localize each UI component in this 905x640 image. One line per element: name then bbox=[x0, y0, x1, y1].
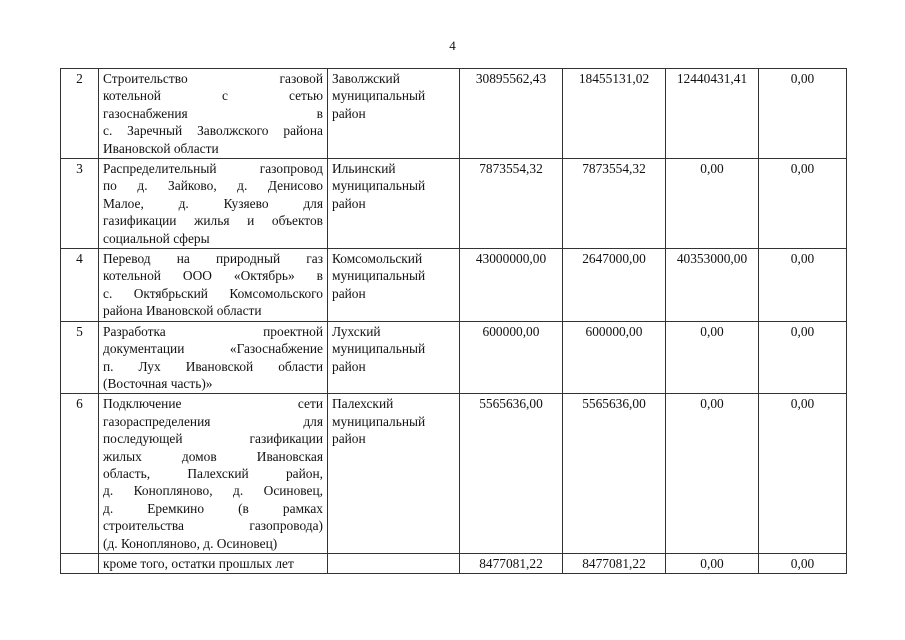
amount-column-3: 0,00 bbox=[666, 394, 759, 554]
amount-column-4: 0,00 bbox=[759, 321, 847, 394]
amount-column-2: 600000,00 bbox=[563, 321, 666, 394]
description-line: д. Еремкино (в рамках bbox=[103, 500, 323, 516]
district-line: район bbox=[332, 285, 366, 301]
table-body bbox=[61, 69, 847, 574]
description-line: Малое, д. Кузяево для bbox=[103, 195, 323, 211]
description-line: жилых домов Ивановская bbox=[103, 448, 323, 464]
row-number: 6 bbox=[61, 394, 99, 554]
district-line: Комсомольский bbox=[332, 251, 423, 267]
district-line: муниципальный bbox=[332, 268, 426, 284]
row-number: 4 bbox=[61, 249, 99, 322]
amount-column-4: 0,00 bbox=[759, 249, 847, 322]
description-line: Ивановской области bbox=[103, 140, 219, 156]
amount-column-2: 18455131,02 bbox=[563, 69, 666, 159]
description-line: д. Конопляново, д. Осиновец, bbox=[103, 483, 323, 499]
amount-column-3: 40353000,00 bbox=[666, 249, 759, 322]
municipal-district bbox=[328, 321, 460, 394]
amount-column-2: 8477081,22 bbox=[563, 553, 666, 573]
table-row bbox=[61, 321, 847, 394]
municipal-district bbox=[328, 394, 460, 554]
amount-column-3: 0,00 bbox=[666, 159, 759, 249]
district-line: Палехский bbox=[332, 396, 394, 412]
project-description bbox=[99, 249, 328, 322]
amount-column-4: 0,00 bbox=[759, 394, 847, 554]
amount-column-4: 0,00 bbox=[759, 69, 847, 159]
amount-column-3: 12440431,41 bbox=[666, 69, 759, 159]
description-line: строительства газопровода) bbox=[103, 518, 323, 534]
total-amount: 43000000,00 bbox=[460, 249, 563, 322]
budget-table bbox=[60, 68, 847, 574]
table-row bbox=[61, 159, 847, 249]
description-line: п. Лух Ивановской области bbox=[103, 358, 323, 374]
district-line: Заволжский bbox=[332, 71, 400, 86]
district-line: муниципальный bbox=[332, 341, 426, 357]
project-description bbox=[99, 69, 328, 159]
district-line: Ильинский bbox=[332, 161, 396, 177]
total-amount: 30895562,43 bbox=[460, 69, 563, 159]
municipal-district bbox=[328, 249, 460, 322]
amount-column-2: 7873554,32 bbox=[563, 159, 666, 249]
amount-column-2: 2647000,00 bbox=[563, 249, 666, 322]
row-number bbox=[61, 553, 99, 573]
district-line: муниципальный bbox=[332, 413, 426, 429]
district-line: район bbox=[332, 195, 366, 211]
table-row bbox=[61, 249, 847, 322]
amount-column-4: 0,00 bbox=[759, 159, 847, 249]
project-description bbox=[99, 321, 328, 394]
description-line: последующей газификации bbox=[103, 431, 323, 447]
table-row bbox=[61, 69, 847, 159]
total-amount: 5565636,00 bbox=[460, 394, 563, 554]
description-line: область, Палехский район, bbox=[103, 465, 323, 481]
project-description bbox=[99, 394, 328, 554]
total-amount: 8477081,22 bbox=[460, 553, 563, 573]
project-description bbox=[99, 159, 328, 249]
description-line: с. Октябрьский Комсомольского bbox=[103, 285, 323, 301]
amount-column-4: 0,00 bbox=[759, 553, 847, 573]
table-row bbox=[61, 553, 847, 573]
amount-column-2: 5565636,00 bbox=[563, 394, 666, 554]
description-line: социальной сферы bbox=[103, 230, 210, 246]
amount-column-3: 0,00 bbox=[666, 553, 759, 573]
total-amount: 7873554,32 bbox=[460, 159, 563, 249]
description-line: котельной с сетью bbox=[103, 88, 323, 104]
project-description bbox=[99, 553, 328, 573]
description-line: района Ивановской области bbox=[103, 303, 262, 319]
description-line: кроме того, остатки прошлых лет bbox=[103, 555, 294, 571]
description-line: котельной ООО «Октябрь» в bbox=[103, 268, 323, 284]
municipal-district bbox=[328, 69, 460, 159]
total-amount: 600000,00 bbox=[460, 321, 563, 394]
description-line: с. Заречный Заволжского района bbox=[103, 123, 323, 139]
description-line: (д. Конопляново, д. Осиновец) bbox=[103, 535, 278, 551]
amount-column-3: 0,00 bbox=[666, 321, 759, 394]
description-line: по д. Зайково, д. Денисово bbox=[103, 178, 323, 194]
page-number: 4 bbox=[449, 38, 456, 53]
table-row bbox=[61, 394, 847, 554]
district-line: муниципальный bbox=[332, 178, 426, 194]
district-line: муниципальный bbox=[332, 88, 426, 104]
row-number: 3 bbox=[61, 159, 99, 249]
description-line: (Восточная часть)» bbox=[103, 375, 213, 391]
district-line: район bbox=[332, 105, 366, 121]
description-line: Разработка проектной bbox=[103, 323, 323, 339]
district-line: район bbox=[332, 431, 366, 447]
description-line: документации «Газоснабжение bbox=[103, 341, 323, 357]
municipal-district bbox=[328, 553, 460, 573]
district-line: район bbox=[332, 358, 366, 374]
description-line: Подключение сети bbox=[103, 396, 323, 412]
description-line: газификации жилья и объектов bbox=[103, 213, 323, 229]
description-line: газоснабжения в bbox=[103, 105, 323, 121]
description-line: газораспределения для bbox=[103, 413, 323, 429]
description-line: Распределительный газопровод bbox=[103, 161, 323, 177]
district-line: Лухский bbox=[332, 323, 381, 339]
row-number: 5 bbox=[61, 321, 99, 394]
row-number: 2 bbox=[61, 69, 99, 159]
description-line: Строительство газовой bbox=[103, 71, 323, 86]
description-line: Перевод на природный газ bbox=[103, 251, 323, 267]
municipal-district bbox=[328, 159, 460, 249]
